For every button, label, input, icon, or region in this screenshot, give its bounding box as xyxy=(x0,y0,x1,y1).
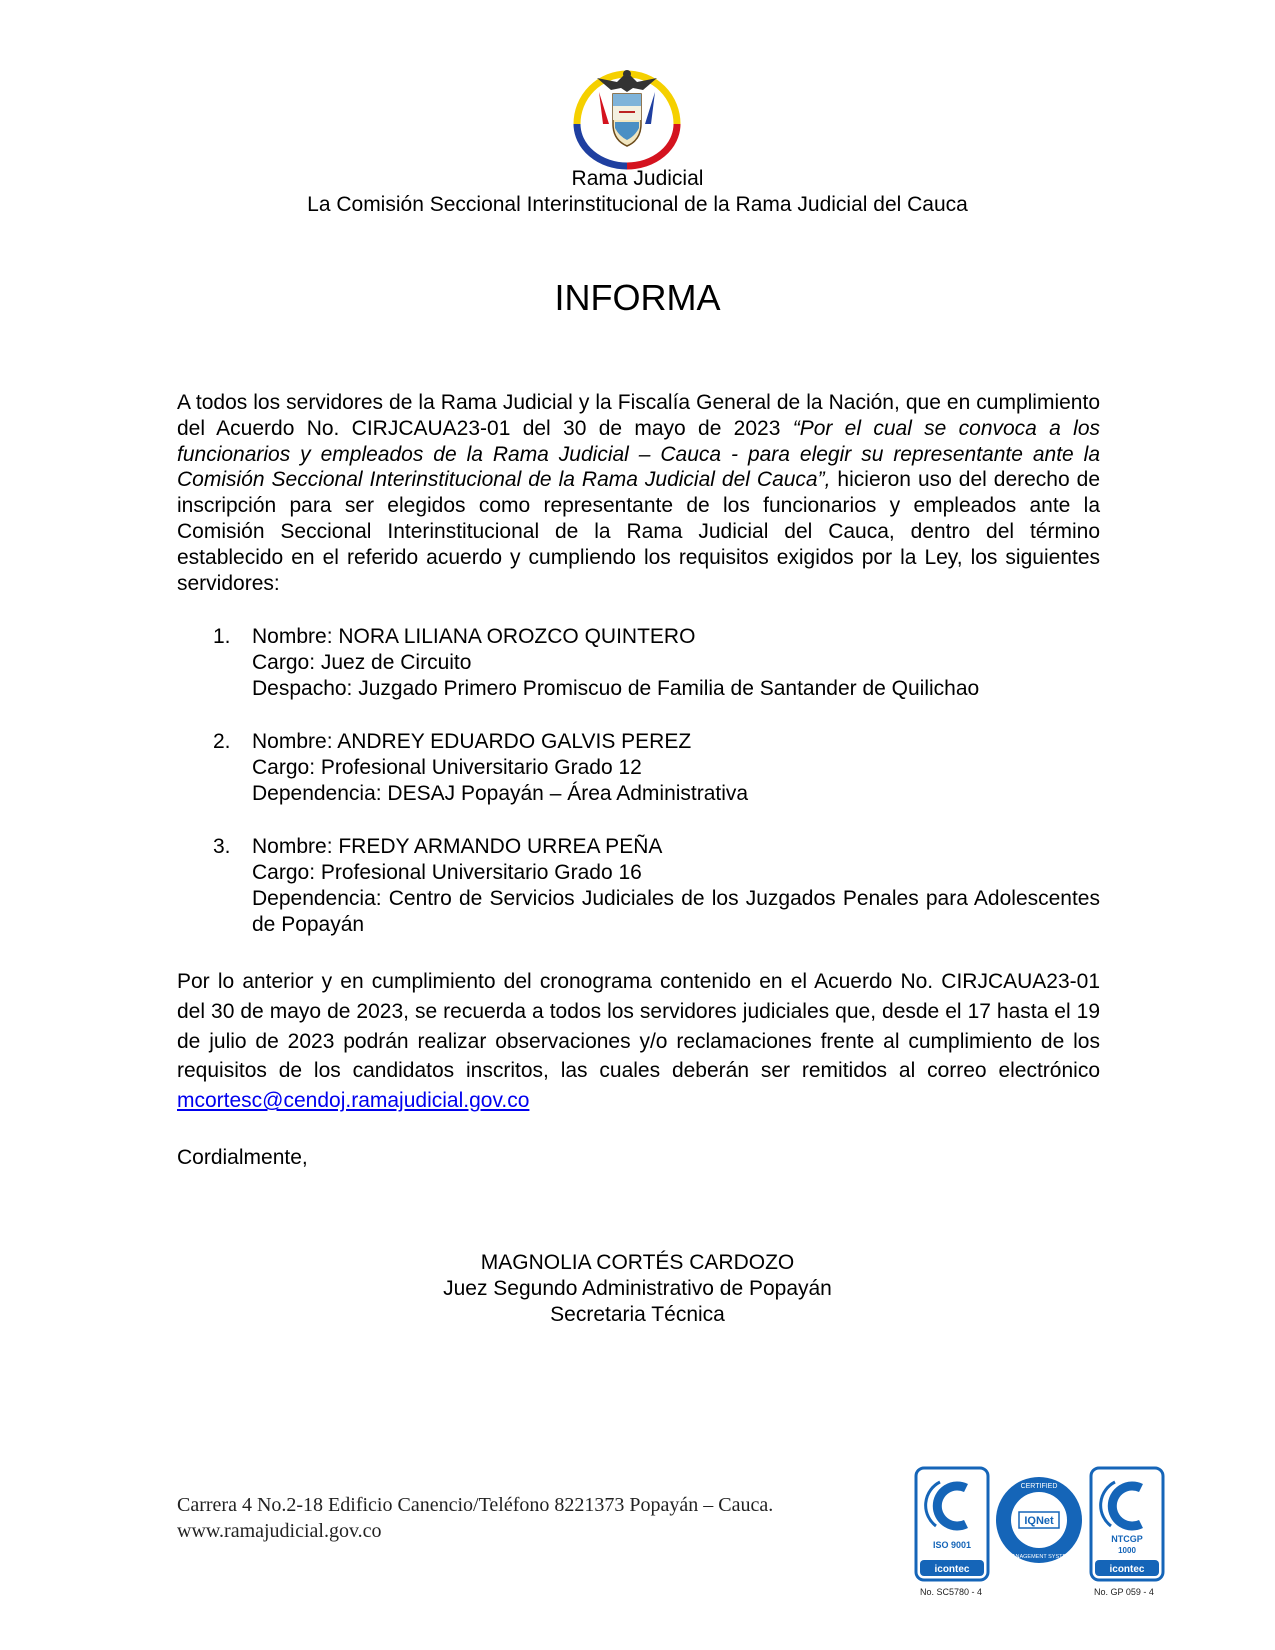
iqnet-badge xyxy=(993,1472,1085,1572)
intro-italic-quote: “Por el cual se convoca a los funcionarios y empleados de la Rama Judicial – Cauca - para elegir su representante ante la Comisión Seccional Interinstitucional de la Rama Judicial del Cauca”, xyxy=(177,416,1100,492)
list-number: 1. xyxy=(213,625,231,648)
reminder-text: Por lo anterior y en cumplimiento del cronograma contenido en el Acuerdo No. CIRJCAUA23-01 del 30 de mayo de 2023, se recuerda a todos los servidores judiciales que, desde el 17 hasta el 19 de julio de 2023 podrán realizar observaciones y/o reclamaciones frente al cumplimiento de los requisitos de los candidatos inscritos, las cuales deberán ser remitidos al correo electrónico xyxy=(177,970,1100,1083)
footer-address: Carrera 4 No.2-18 Edificio Canencio/Teléfono 8221373 Popayán – Cauca. xyxy=(177,1494,774,1516)
candidate-name: Nombre: FREDY ARMANDO URREA PEÑA xyxy=(252,835,663,858)
list-item xyxy=(177,834,1100,938)
reminder-paragraph xyxy=(177,967,1100,1116)
candidate-unit: Dependencia: Centro de Servicios Judiciales de los Juzgados Penales para Adolescentes de Popayán xyxy=(252,887,1100,936)
closing-text: Cordialmente, xyxy=(177,1146,308,1169)
iqnet-bottom-text: MANAGEMENT SYSTEM xyxy=(1007,1554,1071,1560)
ntcgp-sub: 1000 xyxy=(1118,1546,1136,1555)
ntcgp-1000-badge xyxy=(1089,1466,1165,1586)
footer-website: www.ramajudicial.gov.co xyxy=(177,1520,382,1542)
candidate-unit: Despacho: Juzgado Primero Promiscuo de Familia de Santander de Quilichao xyxy=(252,677,980,700)
signatory-title: Secretaria Técnica xyxy=(550,1303,725,1326)
signatory-name: MAGNOLIA CORTÉS CARDOZO xyxy=(480,1251,795,1274)
ntcgp-brand: icontec xyxy=(1109,1564,1145,1575)
iqnet-label: IQNet xyxy=(1024,1515,1054,1527)
ntcgp-cert-number: No. GP 059 - 4 xyxy=(1094,1587,1154,1597)
list-number: 3. xyxy=(213,835,231,858)
candidate-cargo: Cargo: Profesional Universitario Grado 12 xyxy=(252,756,642,779)
iso-brand: icontec xyxy=(934,1564,970,1575)
candidate-cargo: Cargo: Juez de Circuito xyxy=(252,651,472,674)
header-commission: La Comisión Seccional Interinstitucional de la Rama Judicial del Cauca xyxy=(307,193,968,216)
list-item xyxy=(177,624,1100,702)
signature-block xyxy=(0,1250,1275,1328)
intro-paragraph xyxy=(177,390,1100,596)
email-link[interactable]: mcortesc@cendoj.ramajudicial.gov.co xyxy=(177,1089,530,1113)
candidate-list xyxy=(177,624,1100,965)
iso-9001-badge xyxy=(914,1466,990,1586)
footer xyxy=(177,1492,773,1544)
candidate-name: Nombre: NORA LILIANA OROZCO QUINTERO xyxy=(252,625,696,648)
ntcgp-label: NTCGP xyxy=(1111,1534,1143,1544)
page-title: INFORMA xyxy=(554,277,721,318)
intro-text-2: hicieron uso del derecho de inscripción para ser elegidos como representante de los funcionarios y empleados ante la Comisión Seccional Interinstitucional de la Rama Judicial del Cauca, dentro del término establecido en el referido acuerdo y cumpliendo los requisitos exigidos por la Ley, los siguientes servidores: xyxy=(177,468,1100,595)
coat-of-arms-logo xyxy=(555,52,699,170)
candidate-name: Nombre: ANDREY EDUARDO GALVIS PEREZ xyxy=(252,730,692,753)
candidate-cargo: Cargo: Profesional Universitario Grado 16 xyxy=(252,861,642,884)
iso-cert-number: No. SC5780 - 4 xyxy=(920,1587,983,1597)
intro-text-1: A todos los servidores de la Rama Judicial y la Fiscalía General de la Nación, que en cumplimiento del Acuerdo No. CIRJCAUA23-01 del 30 de mayo de 2023 xyxy=(177,391,1100,440)
list-item xyxy=(177,729,1100,807)
header-org: Rama Judicial xyxy=(571,167,704,190)
iso-label: ISO 9001 xyxy=(932,1540,972,1550)
list-number: 2. xyxy=(213,730,231,753)
candidate-unit: Dependencia: DESAJ Popayán – Área Administrativa xyxy=(252,782,749,805)
signatory-role: Juez Segundo Administrativo de Popayán xyxy=(443,1277,832,1300)
iqnet-top-text: CERTIFIED xyxy=(1020,1483,1058,1490)
